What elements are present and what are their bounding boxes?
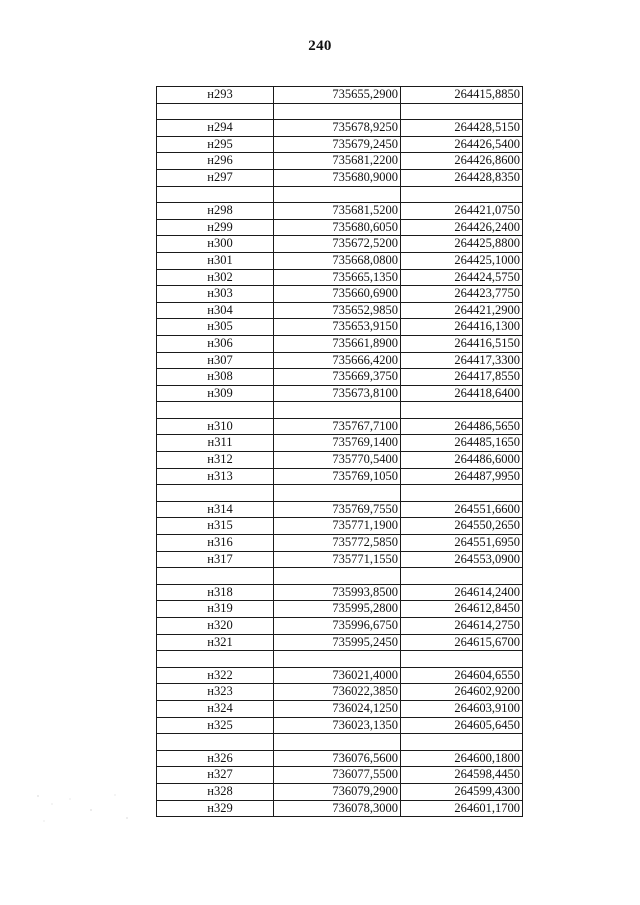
point-id-cell: н326 [157,750,274,767]
point-id-cell [157,485,274,502]
x-coordinate-cell: 735653,9150 [274,319,401,336]
table-row [157,302,523,319]
x-coordinate-cell: 735680,6050 [274,219,401,236]
table-row [157,667,523,684]
table-row [157,369,523,386]
point-id-cell: н322 [157,667,274,684]
separator-row [157,568,523,585]
x-coordinate-cell [274,485,401,502]
y-coordinate-cell: 264423,7750 [401,286,523,303]
y-coordinate-cell: 264603,9100 [401,700,523,717]
x-coordinate-cell: 735681,5200 [274,203,401,220]
point-id-cell: н311 [157,435,274,452]
x-coordinate-cell: 736076,5600 [274,750,401,767]
point-id-cell: н299 [157,219,274,236]
point-id-cell [157,568,274,585]
x-coordinate-cell: 735771,1550 [274,551,401,568]
table-row [157,535,523,552]
table-row [157,236,523,253]
table-row [157,352,523,369]
table-row [157,501,523,518]
page-number: 240 [308,38,332,54]
table-row [157,203,523,220]
y-coordinate-cell: 264426,8600 [401,153,523,170]
x-coordinate-cell: 735672,5200 [274,236,401,253]
y-coordinate-cell: 264487,9950 [401,468,523,485]
x-coordinate-cell: 736078,3000 [274,800,401,817]
table-row [157,252,523,269]
table-row [157,153,523,170]
x-coordinate-cell: 735652,9850 [274,302,401,319]
table-row [157,435,523,452]
point-id-cell: н323 [157,684,274,701]
y-coordinate-cell: 264486,5650 [401,418,523,435]
x-coordinate-cell: 736022,3850 [274,684,401,701]
y-coordinate-cell: 264614,2400 [401,584,523,601]
y-coordinate-cell: 264599,4300 [401,783,523,800]
x-coordinate-cell: 735678,9250 [274,120,401,137]
y-coordinate-cell: 264426,5400 [401,136,523,153]
x-coordinate-cell [274,734,401,751]
table-row [157,385,523,402]
table-row [157,518,523,535]
point-id-cell [157,651,274,668]
table-row [157,120,523,137]
point-id-cell: н318 [157,584,274,601]
table-row [157,717,523,734]
scan-noise [30,790,150,830]
point-id-cell: н297 [157,169,274,186]
y-coordinate-cell [401,485,523,502]
y-coordinate-cell [401,103,523,120]
y-coordinate-cell: 264598,4450 [401,767,523,784]
separator-row [157,103,523,120]
y-coordinate-cell: 264614,2750 [401,618,523,635]
y-coordinate-cell: 264600,1800 [401,750,523,767]
point-id-cell [157,103,274,120]
point-id-cell: н313 [157,468,274,485]
point-id-cell: н319 [157,601,274,618]
separator-row [157,402,523,419]
point-id-cell: н321 [157,634,274,651]
point-id-cell: н304 [157,302,274,319]
table-row [157,800,523,817]
table-row [157,783,523,800]
x-coordinate-cell: 735995,2450 [274,634,401,651]
x-coordinate-cell: 735666,4200 [274,352,401,369]
x-coordinate-cell: 736024,1250 [274,700,401,717]
x-coordinate-cell: 735993,8500 [274,584,401,601]
table-row [157,269,523,286]
x-coordinate-cell: 735680,9000 [274,169,401,186]
y-coordinate-cell: 264601,1700 [401,800,523,817]
table-row [157,601,523,618]
x-coordinate-cell [274,103,401,120]
point-id-cell: н314 [157,501,274,518]
x-coordinate-cell: 735661,8900 [274,335,401,352]
table-row [157,767,523,784]
y-coordinate-cell: 264424,5750 [401,269,523,286]
table-row [157,136,523,153]
y-coordinate-cell: 264418,6400 [401,385,523,402]
point-id-cell: н312 [157,452,274,469]
point-id-cell: н316 [157,535,274,552]
y-coordinate-cell: 264486,6000 [401,452,523,469]
table-row [157,286,523,303]
x-coordinate-cell: 736077,5500 [274,767,401,784]
y-coordinate-cell: 264428,5150 [401,120,523,137]
y-coordinate-cell: 264415,8850 [401,87,523,104]
point-id-cell: н293 [157,87,274,104]
point-id-cell: н328 [157,783,274,800]
x-coordinate-cell: 735769,7550 [274,501,401,518]
x-coordinate-cell: 736021,4000 [274,667,401,684]
x-coordinate-cell: 735772,5850 [274,535,401,552]
x-coordinate-cell: 735669,3750 [274,369,401,386]
x-coordinate-cell: 735681,2200 [274,153,401,170]
coordinates-table-body [157,87,523,817]
point-id-cell: н305 [157,319,274,336]
y-coordinate-cell: 264421,2900 [401,302,523,319]
y-coordinate-cell: 264421,0750 [401,203,523,220]
x-coordinate-cell: 735769,1400 [274,435,401,452]
y-coordinate-cell: 264612,8450 [401,601,523,618]
point-id-cell [157,402,274,419]
y-coordinate-cell: 264485,1650 [401,435,523,452]
point-id-cell: н303 [157,286,274,303]
y-coordinate-cell [401,568,523,585]
y-coordinate-cell: 264550,2650 [401,518,523,535]
point-id-cell: н295 [157,136,274,153]
x-coordinate-cell: 736079,2900 [274,783,401,800]
y-coordinate-cell: 264426,2400 [401,219,523,236]
x-coordinate-cell: 735769,1050 [274,468,401,485]
point-id-cell: н315 [157,518,274,535]
coordinates-table [156,86,523,817]
point-id-cell: н307 [157,352,274,369]
x-coordinate-cell [274,568,401,585]
separator-row [157,734,523,751]
point-id-cell: н306 [157,335,274,352]
x-coordinate-cell: 735673,8100 [274,385,401,402]
table-row [157,634,523,651]
point-id-cell: н294 [157,120,274,137]
point-id-cell: н310 [157,418,274,435]
y-coordinate-cell: 264428,8350 [401,169,523,186]
y-coordinate-cell: 264417,3300 [401,352,523,369]
y-coordinate-cell: 264602,9200 [401,684,523,701]
point-id-cell: н324 [157,700,274,717]
point-id-cell: н296 [157,153,274,170]
x-coordinate-cell [274,651,401,668]
y-coordinate-cell: 264425,8800 [401,236,523,253]
x-coordinate-cell: 735679,2450 [274,136,401,153]
table-row [157,219,523,236]
y-coordinate-cell [401,402,523,419]
point-id-cell: н308 [157,369,274,386]
table-row [157,684,523,701]
table-row [157,319,523,336]
point-id-cell: н298 [157,203,274,220]
point-id-cell: н329 [157,800,274,817]
y-coordinate-cell: 264425,1000 [401,252,523,269]
x-coordinate-cell [274,402,401,419]
y-coordinate-cell: 264417,8550 [401,369,523,386]
point-id-cell: н317 [157,551,274,568]
table-row [157,618,523,635]
table-row [157,700,523,717]
x-coordinate-cell: 735770,5400 [274,452,401,469]
y-coordinate-cell [401,651,523,668]
table-row [157,452,523,469]
point-id-cell [157,734,274,751]
y-coordinate-cell: 264553,0900 [401,551,523,568]
table-row [157,169,523,186]
point-id-cell [157,186,274,203]
y-coordinate-cell [401,186,523,203]
table-row [157,468,523,485]
x-coordinate-cell: 735767,7100 [274,418,401,435]
point-id-cell: н327 [157,767,274,784]
x-coordinate-cell [274,186,401,203]
table-row [157,750,523,767]
table-row [157,584,523,601]
point-id-cell: н300 [157,236,274,253]
point-id-cell: н301 [157,252,274,269]
table-row [157,418,523,435]
point-id-cell: н302 [157,269,274,286]
point-id-cell: н320 [157,618,274,635]
y-coordinate-cell: 264605,6450 [401,717,523,734]
separator-row [157,651,523,668]
x-coordinate-cell: 735655,2900 [274,87,401,104]
table-row [157,87,523,104]
x-coordinate-cell: 735668,0800 [274,252,401,269]
x-coordinate-cell: 735996,6750 [274,618,401,635]
point-id-cell: н309 [157,385,274,402]
y-coordinate-cell [401,734,523,751]
y-coordinate-cell: 264604,6550 [401,667,523,684]
separator-row [157,186,523,203]
x-coordinate-cell: 735771,1900 [274,518,401,535]
y-coordinate-cell: 264551,6600 [401,501,523,518]
separator-row [157,485,523,502]
x-coordinate-cell: 735995,2800 [274,601,401,618]
table-row [157,551,523,568]
y-coordinate-cell: 264416,1300 [401,319,523,336]
table-row [157,335,523,352]
x-coordinate-cell: 735660,6900 [274,286,401,303]
y-coordinate-cell: 264551,6950 [401,535,523,552]
y-coordinate-cell: 264615,6700 [401,634,523,651]
point-id-cell: н325 [157,717,274,734]
x-coordinate-cell: 736023,1350 [274,717,401,734]
y-coordinate-cell: 264416,5150 [401,335,523,352]
x-coordinate-cell: 735665,1350 [274,269,401,286]
